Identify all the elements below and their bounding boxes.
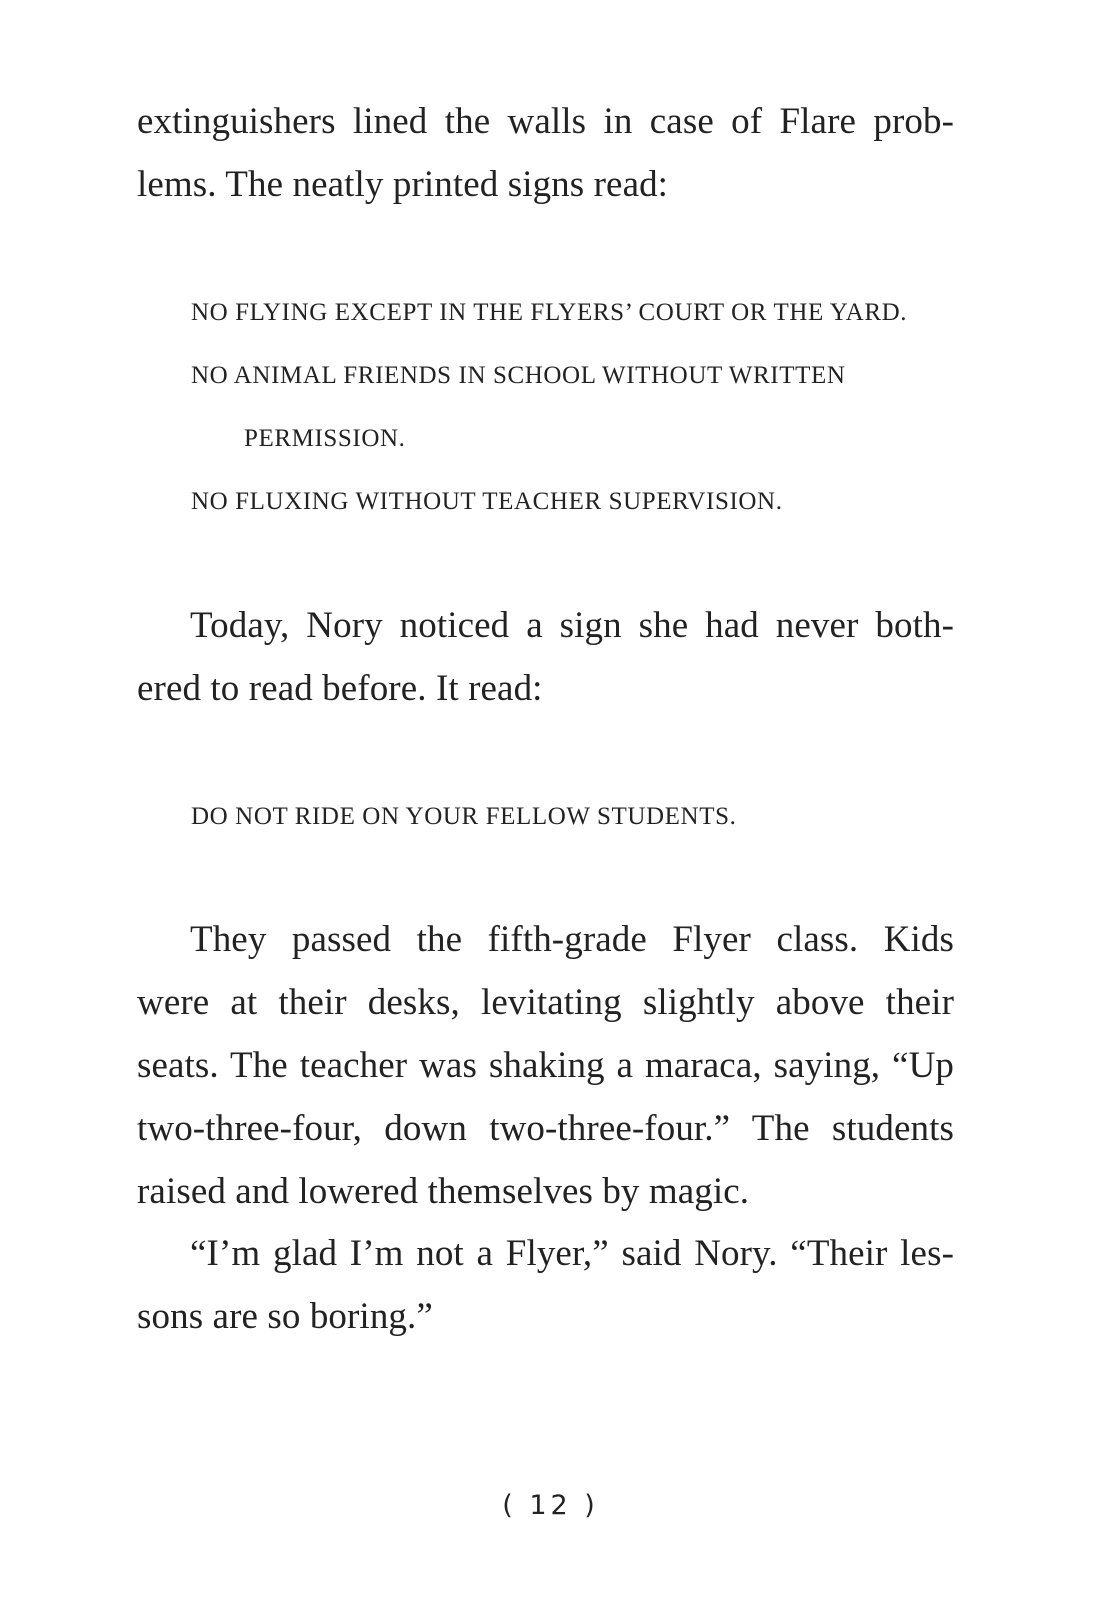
sign-line-1: NO FLYING EXCEPT IN THE FLYERS’ COURT OR THE YARD. (191, 299, 908, 326)
sign-line-3: PERMISSION. (244, 425, 406, 452)
paragraph-1-line-1: extinguishers lined the walls in case of Flare prob- (137, 101, 954, 142)
paragraph-4-line-2: sons are so boring.” (137, 1296, 433, 1337)
paragraph-2-line-1: Today, Nory noticed a sign she had never both- (190, 605, 954, 646)
sign-line-4: NO FLUXING WITHOUT TEACHER SUPERVISION. (191, 488, 783, 515)
paragraph-3-line-5: raised and lowered themselves by magic. (137, 1171, 750, 1212)
sign-line-2: NO ANIMAL FRIENDS IN SCHOOL WITHOUT WRITTEN (191, 362, 846, 389)
paragraph-4-line-1: “I’m glad I’m not a Flyer,” said Nory. “Their les- (190, 1233, 954, 1274)
page-number: ( 12 ) (502, 1490, 599, 1521)
sign-line-5: DO NOT RIDE ON YOUR FELLOW STUDENTS. (191, 803, 737, 830)
paragraph-3-line-4: two-three-four, down two-three-four.” The students (137, 1108, 954, 1149)
paragraph-2-line-2: ered to read before. It read: (137, 668, 543, 709)
paragraph-3-line-2: were at their desks, levitating slightly above their (137, 982, 954, 1023)
paragraph-1-line-2: lems. The neatly printed signs read: (137, 164, 669, 205)
paragraph-3-line-1: They passed the fifth-grade Flyer class. Kids (190, 919, 954, 960)
paragraph-3-line-3: seats. The teacher was shaking a maraca, saying, “Up (137, 1045, 954, 1086)
